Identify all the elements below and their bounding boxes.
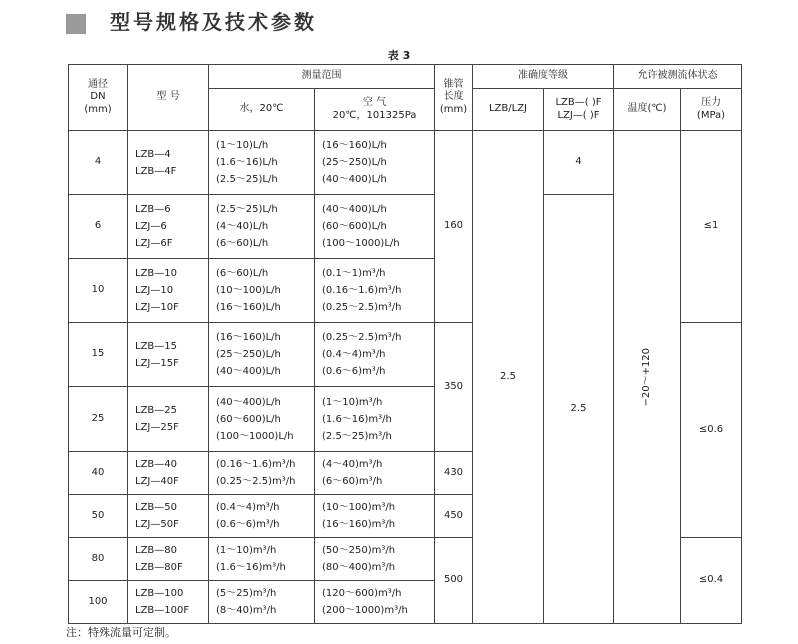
cell-water: (5～25)m³/h (8～40)m³/h: [209, 581, 315, 624]
cell-cone-length: 450: [435, 495, 473, 538]
header-temp: 温度(℃): [614, 89, 681, 131]
cell-dn: 4: [69, 131, 128, 195]
cell-dn: 50: [69, 495, 128, 538]
cell-models: LZB—80 LZB—80F: [128, 538, 209, 581]
cell-air: (16～160)L/h (25～250)L/h (40～400)L/h: [315, 131, 435, 195]
header-accuracy: 准确度等级: [473, 65, 614, 89]
cell-dn: 10: [69, 259, 128, 323]
cell-dn: 40: [69, 452, 128, 495]
cell-dn: 100: [69, 581, 128, 624]
header-acc-f: LZB—( )F LZJ—( )F: [544, 89, 614, 131]
header-model: 型 号: [128, 65, 209, 131]
cell-models: LZB—25 LZJ—25F: [128, 387, 209, 452]
cell-water: (40～400)L/h (60～600)L/h (100～1000)L/h: [209, 387, 315, 452]
cell-air: (120～600)m³/h (200～1000)m³/h: [315, 581, 435, 624]
cell-accuracy-lzb: 2.5: [473, 131, 544, 624]
cell-accuracy-f: 2.5: [544, 195, 614, 624]
cell-accuracy-f-top: 4: [544, 131, 614, 195]
cell-dn: 15: [69, 323, 128, 387]
cell-water: (0.4～4)m³/h (0.6～6)m³/h: [209, 495, 315, 538]
header-dn: 通径 DN (mm): [69, 65, 128, 131]
footnote: 注：特殊流量可定制。: [66, 626, 176, 639]
cell-air: (4～40)m³/h (6～60)m³/h: [315, 452, 435, 495]
cell-models: LZB—4 LZB—4F: [128, 131, 209, 195]
title-marker: [66, 14, 86, 34]
cell-cone-length: 500: [435, 538, 473, 624]
cell-water: (1～10)L/h (1.6～16)L/h (2.5～25)L/h: [209, 131, 315, 195]
cell-models: LZB—40 LZJ—40F: [128, 452, 209, 495]
cell-models: LZB—50 LZJ—50F: [128, 495, 209, 538]
table-caption: 表 3: [387, 49, 411, 62]
header-air: 空 气 20℃，101325Pa: [315, 89, 435, 131]
cell-air: (40～400)L/h (60～600)L/h (100～1000)L/h: [315, 195, 435, 259]
cell-dn: 6: [69, 195, 128, 259]
cell-models: LZB—10 LZJ—10 LZJ—10F: [128, 259, 209, 323]
spec-table: [68, 64, 742, 624]
cell-pressure: ≤0.4: [681, 538, 742, 624]
header-state: 允许被测流体状态: [614, 65, 742, 89]
header-pressure: 压力 (MPa): [681, 89, 742, 131]
cell-water: (16～160)L/h (25～250)L/h (40～400)L/h: [209, 323, 315, 387]
cell-dn: 25: [69, 387, 128, 452]
cell-models: LZB—6 LZJ—6 LZJ—6F: [128, 195, 209, 259]
header-cone: 锥管 长度 (mm): [435, 65, 473, 131]
header-range: 测量范围: [209, 65, 435, 89]
cell-cone-length: 430: [435, 452, 473, 495]
cell-pressure: ≤0.6: [681, 323, 742, 538]
cell-pressure: ≤1: [681, 131, 742, 323]
cell-water: (1～10)m³/h (1.6～16)m³/h: [209, 538, 315, 581]
header-acc-lzb: LZB/LZJ: [473, 89, 544, 131]
cell-models: LZB—15 LZJ—15F: [128, 323, 209, 387]
cell-cone-length: 350: [435, 323, 473, 452]
cell-air: (50～250)m³/h (80～400)m³/h: [315, 538, 435, 581]
cell-water: (6～60)L/h (10～100)L/h (16～160)L/h: [209, 259, 315, 323]
cell-water: (0.16～1.6)m³/h (0.25～2.5)m³/h: [209, 452, 315, 495]
cell-air: (10～100)m³/h (16～160)m³/h: [315, 495, 435, 538]
cell-water: (2.5～25)L/h (4～40)L/h (6～60)L/h: [209, 195, 315, 259]
cell-cone-length: 160: [435, 131, 473, 323]
cell-models: LZB—100 LZB—100F: [128, 581, 209, 624]
header-water: 水，20℃: [209, 89, 315, 131]
cell-temperature: −20～+120: [614, 131, 681, 624]
cell-air: (1～10)m³/h (1.6～16)m³/h (2.5～25)m³/h: [315, 387, 435, 452]
cell-air: (0.25～2.5)m³/h (0.4～4)m³/h (0.6～6)m³/h: [315, 323, 435, 387]
cell-dn: 80: [69, 538, 128, 581]
page-title: 型号规格及技术参数: [110, 10, 317, 34]
cell-air: (0.1～1)m³/h (0.16～1.6)m³/h (0.25～2.5)m³/h: [315, 259, 435, 323]
